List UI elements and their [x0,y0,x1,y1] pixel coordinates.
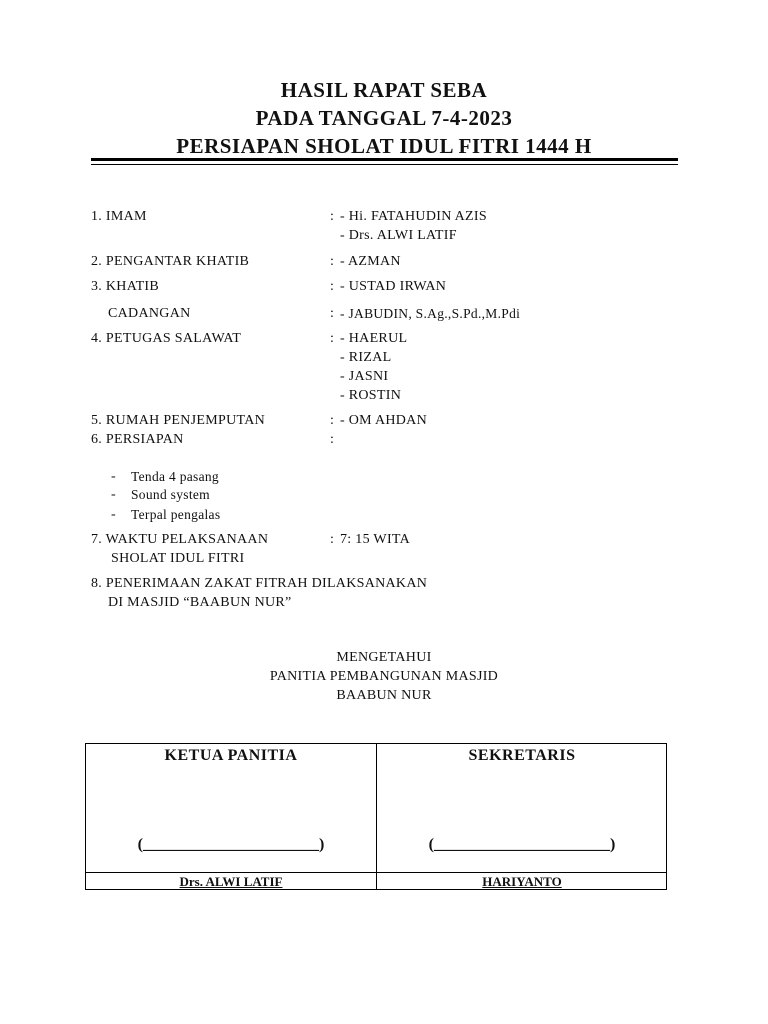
item-colon: : [330,254,335,269]
table-divider [86,872,666,873]
bullet-dash: - [111,487,116,502]
header-rule-thin [91,164,678,165]
item-colon: : [330,532,335,547]
signature-table [85,743,667,890]
item-label: CADANGAN [108,306,191,321]
signature-title-ketua: KETUA PANITIA [164,747,298,764]
item-label: 6. PERSIAPAN [91,432,184,447]
list-item-text: Tenda 4 pasang [131,469,219,484]
item-label: 1. IMAM [91,209,147,224]
signature-line-ketua: (______________________) [137,836,325,853]
item-value: - USTAD IRWAN [340,279,447,294]
signature-name-sekretaris: HARIYANTO [482,874,562,889]
item-label-continued: DI MASJID “BAABUN NUR” [108,595,292,610]
item-label-continued: SHOLAT IDUL FITRI [111,551,245,566]
item-label: 8. PENERIMAAN ZAKAT FITRAH DILAKSANAKAN [91,576,428,591]
item-value: - Drs. ALWI LATIF [340,228,457,243]
item-value: - ROSTIN [340,388,402,403]
item-label: 4. PETUGAS SALAWAT [91,331,242,346]
item-value: - OM AHDAN [340,413,427,428]
document-subject: PERSIAPAN SHOLAT IDUL FITRI 1444 H [176,134,592,158]
bullet-dash: - [111,507,116,522]
approval-mosque: BAABUN NUR [336,688,432,703]
signature-title-sekretaris: SEKRETARIS [468,747,576,764]
list-item-text: Sound system [131,487,210,502]
item-colon: : [330,331,335,346]
header-rule-thick [91,158,678,161]
signature-name-ketua: Drs. ALWI LATIF [179,874,283,889]
list-item-text: Terpal pengalas [131,507,221,522]
item-label: 7. WAKTU PELAKSANAAN [91,532,269,547]
approval-committee: PANITIA PEMBANGUNAN MASJID [269,669,499,684]
item-colon: : [330,279,335,294]
item-value: - HAERUL [340,331,408,346]
item-label: 2. PENGANTAR KHATIB [91,254,250,269]
bullet-dash: - [111,469,116,484]
item-value: - AZMAN [340,254,401,269]
item-label: 3. KHATIB [91,279,160,294]
item-label: 5. RUMAH PENJEMPUTAN [91,413,266,428]
item-colon: : [330,306,335,321]
item-colon: : [330,413,335,428]
item-value: - JASNI [340,369,389,384]
item-colon: : [330,432,335,447]
item-colon: : [330,209,335,224]
item-value: - Hi. FATAHUDIN AZIS [340,209,487,224]
item-value: 7: 15 WITA [340,532,411,547]
table-divider [376,744,377,889]
document-title: HASIL RAPAT SEBA [280,78,488,102]
item-value: - RIZAL [340,350,392,365]
item-value: - JABUDIN, S.Ag.,S.Pd.,M.Pdi [340,306,521,321]
approval-heading: MENGETAHUI [336,650,432,665]
document-date: PADA TANGGAL 7-4-2023 [255,106,513,130]
signature-line-sekretaris: (______________________) [428,836,616,853]
